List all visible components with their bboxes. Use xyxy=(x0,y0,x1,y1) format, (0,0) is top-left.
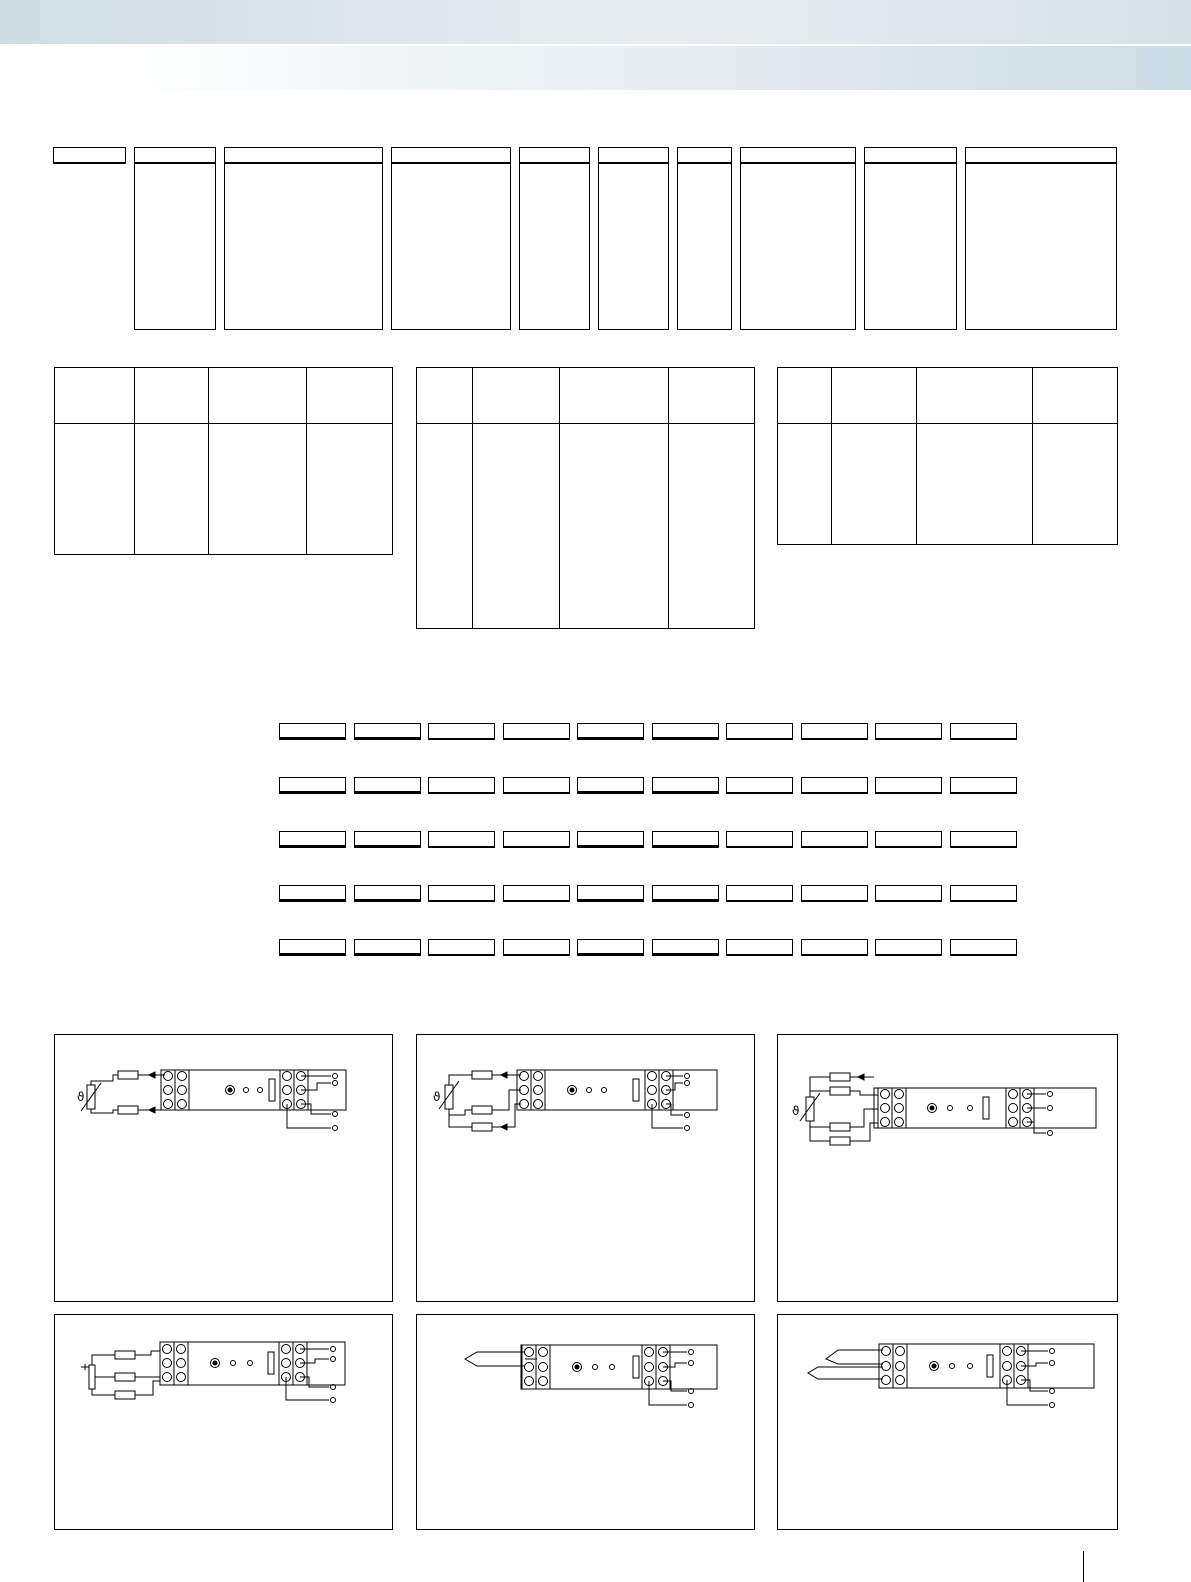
rtd-2-wire-icon xyxy=(55,1035,394,1303)
spec-col-body xyxy=(519,164,590,330)
order-code-cell xyxy=(279,777,346,794)
spec-col-body xyxy=(391,164,511,330)
header-banner-top xyxy=(0,0,1191,44)
order-code-cell xyxy=(503,939,570,956)
spec-row-label-box xyxy=(53,147,126,164)
order-code-cell xyxy=(875,723,942,740)
wiring-panel-rtd-3wire xyxy=(416,1034,755,1302)
order-code-cell xyxy=(875,831,942,848)
page-number-divider xyxy=(1083,1551,1084,1582)
svg-text:ϑ: ϑ xyxy=(77,1090,85,1104)
rtd-3-wire-icon xyxy=(417,1035,756,1303)
spec-col-body xyxy=(740,164,856,330)
wiring-panel-rtd-2wire xyxy=(54,1034,393,1302)
order-code-cell xyxy=(503,885,570,902)
code-table-2 xyxy=(416,367,755,629)
order-code-cell xyxy=(354,723,421,740)
order-code-cell xyxy=(801,831,868,848)
order-code-cell xyxy=(354,831,421,848)
spec-col-body xyxy=(134,164,216,330)
order-code-cell xyxy=(950,939,1017,956)
order-code-cell xyxy=(354,939,421,956)
spec-col-header xyxy=(864,147,957,164)
order-code-cell xyxy=(428,939,495,956)
order-code-cell xyxy=(726,831,793,848)
order-code-cell xyxy=(577,777,644,794)
order-code-cell xyxy=(875,939,942,956)
order-code-cell xyxy=(950,777,1017,794)
dual-thermocouple-icon xyxy=(778,1315,1119,1531)
code-table-3 xyxy=(777,367,1118,545)
wiring-panel-rtd-4wire xyxy=(777,1034,1118,1302)
spec-col-body xyxy=(224,164,383,330)
order-code-cell xyxy=(801,723,868,740)
order-code-cell xyxy=(801,777,868,794)
wiring-panel-potentiometer xyxy=(54,1314,393,1530)
order-code-cell xyxy=(801,885,868,902)
order-code-cell xyxy=(279,885,346,902)
order-code-cell xyxy=(428,777,495,794)
order-code-cell xyxy=(503,777,570,794)
order-code-cell xyxy=(801,939,868,956)
order-code-cell xyxy=(652,885,719,902)
svg-text:ϑ: ϑ xyxy=(433,1090,441,1104)
code-table-1 xyxy=(54,367,393,555)
order-code-cell xyxy=(726,777,793,794)
spec-col-header xyxy=(134,147,216,164)
spec-col-header xyxy=(965,147,1117,164)
spec-col-header xyxy=(598,147,669,164)
order-code-cell xyxy=(503,723,570,740)
spec-col-body xyxy=(965,164,1117,330)
spec-col-body xyxy=(598,164,669,330)
order-code-cell xyxy=(875,777,942,794)
order-code-cell xyxy=(726,939,793,956)
spec-col-body xyxy=(864,164,957,330)
order-code-cell xyxy=(428,885,495,902)
svg-text:ϑ: ϑ xyxy=(792,1104,800,1118)
order-code-cell xyxy=(503,831,570,848)
potentiometer-icon xyxy=(55,1315,394,1531)
header-banner-bottom xyxy=(18,46,1191,90)
spec-col-header xyxy=(224,147,383,164)
thermocouple-icon xyxy=(417,1315,756,1531)
order-code-cell xyxy=(577,939,644,956)
order-code-cell xyxy=(652,831,719,848)
wiring-panel-dual-thermocouple xyxy=(777,1314,1118,1530)
order-code-cell xyxy=(577,723,644,740)
wiring-panel-thermocouple xyxy=(416,1314,755,1530)
order-code-cell xyxy=(652,939,719,956)
order-code-cell xyxy=(950,723,1017,740)
order-code-cell xyxy=(950,831,1017,848)
rtd-4-wire-icon xyxy=(778,1035,1119,1303)
spec-col-header xyxy=(740,147,856,164)
order-code-cell xyxy=(950,885,1017,902)
order-code-cell xyxy=(354,777,421,794)
order-code-cell xyxy=(577,885,644,902)
order-code-cell xyxy=(279,939,346,956)
order-code-cell xyxy=(875,885,942,902)
order-code-cell xyxy=(428,831,495,848)
spec-col-header xyxy=(391,147,511,164)
order-code-cell xyxy=(726,723,793,740)
order-code-cell xyxy=(354,885,421,902)
spec-col-body xyxy=(677,164,732,330)
spec-col-header xyxy=(519,147,590,164)
order-code-cell xyxy=(652,723,719,740)
order-code-cell xyxy=(577,831,644,848)
order-code-cell xyxy=(726,885,793,902)
order-code-cell xyxy=(279,831,346,848)
spec-col-header xyxy=(677,147,732,164)
order-code-cell xyxy=(652,777,719,794)
order-code-cell xyxy=(279,723,346,740)
order-code-cell xyxy=(428,723,495,740)
